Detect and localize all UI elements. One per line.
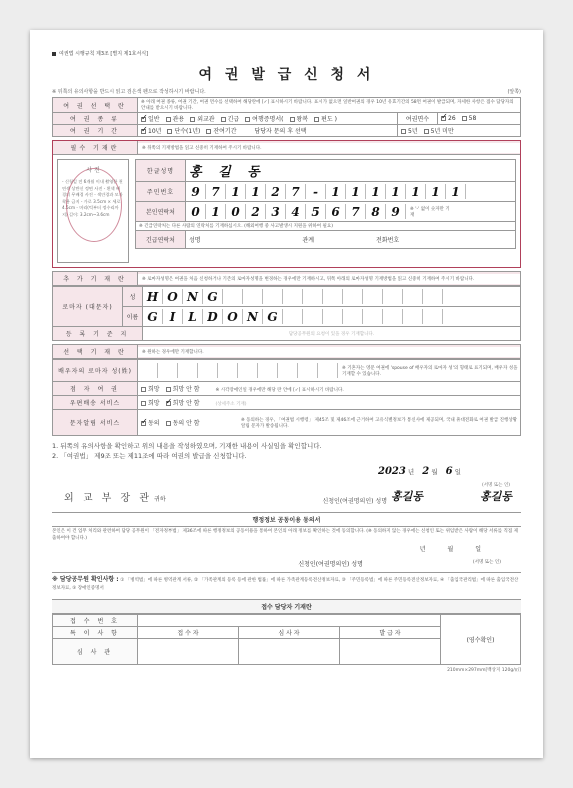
- reception-table: [52, 614, 521, 665]
- rrn-digit-cell: 1: [346, 184, 366, 199]
- form-caution-line: [52, 88, 521, 95]
- name-label: 한글성명: [136, 160, 186, 182]
- spouse-letter-cell: [278, 363, 298, 378]
- checkbox-icon[interactable]: [424, 129, 429, 134]
- passport-type-option[interactable]: [290, 116, 309, 123]
- passport-choice-label: 여 권 선 택 란: [53, 98, 138, 113]
- page-mark: (앞쪽): [507, 89, 521, 95]
- sms-field: [138, 410, 521, 436]
- rrn-digit-cell: 1: [446, 184, 466, 199]
- checkbox-icon[interactable]: [462, 116, 467, 121]
- signature: 홍길동: [480, 490, 512, 504]
- passport-type-option[interactable]: [166, 116, 185, 123]
- reception-row-examiner: 심 사 관: [53, 638, 138, 664]
- officer-label: ※ 담당공무원 확인사항 :: [52, 576, 119, 584]
- month-unit: 월: [431, 467, 438, 476]
- reception-row-remarks: 특 이 사 항: [53, 626, 138, 638]
- checkbox-icon[interactable]: [167, 129, 172, 134]
- emergency-relation-label: 관계: [302, 237, 315, 244]
- reception-number-field[interactable]: [138, 614, 441, 626]
- rrn-field[interactable]: [186, 182, 516, 202]
- rrn-digit-cell: 1: [326, 184, 346, 199]
- given-letter-cell: G: [143, 309, 163, 324]
- emergency-field[interactable]: [186, 231, 516, 249]
- braille-option[interactable]: [166, 386, 200, 393]
- surname-letter-cell: [263, 289, 283, 304]
- given-letter-cell: [283, 309, 303, 324]
- optional-label: 선 택 기 재 란: [53, 345, 138, 358]
- receipt-confirm[interactable]: (영수확인): [441, 614, 521, 664]
- passport-period-option[interactable]: [206, 128, 236, 135]
- rrn-digit-cell: 1: [386, 184, 406, 199]
- registry-label: 등 록 기 준 지: [53, 327, 143, 341]
- given-letter-cell: O: [223, 309, 243, 324]
- surname-letter-cell: [323, 289, 343, 304]
- passport-period-option[interactable]: [141, 128, 161, 135]
- checkbox-icon[interactable]: [245, 117, 250, 122]
- passport-pages-option-label: 58: [468, 115, 477, 122]
- given-letter-cell: N: [243, 309, 263, 324]
- emergency-label: 긴급연락처: [136, 231, 186, 249]
- photo-box[interactable]: [57, 159, 129, 263]
- checkbox-icon[interactable]: [141, 117, 146, 122]
- declaration-line-2: 2. 「여권법」 제9조 또는 제11조에 따라 여권의 발급을 신청합니다.: [52, 451, 247, 460]
- sms-note: ※ 동의하는 경우, 「여권법 시행령」 제45조 및 제46조에 근거하여 고유식별정보가 통신사에 제공되며, 국내 휴대전화로 여권 발급 진행상황 알림 문자가 발송됩니다.: [241, 417, 518, 429]
- delivery-option-label: 희망: [148, 400, 160, 407]
- form-rule-line: [52, 50, 521, 57]
- officer-checks: [52, 572, 521, 593]
- braille-option-label: 희망 안 함: [172, 386, 200, 393]
- spouse-letter-cell: [298, 363, 318, 378]
- given-letter-cell: G: [263, 309, 283, 324]
- spouse-field[interactable]: [138, 360, 521, 382]
- consent-signature-hint: (서명 또는 인): [472, 560, 501, 566]
- passport-pages-label: 여권면수: [398, 113, 438, 125]
- given-label: 이름: [123, 307, 143, 327]
- application-form: [30, 30, 543, 758]
- braille-field: [138, 382, 521, 396]
- surname-label: 성: [123, 287, 143, 307]
- consent-date: [52, 544, 521, 553]
- delivery-field: [138, 396, 521, 410]
- passport-pages-options: [438, 113, 521, 125]
- spouse-note: ※ 기혼자는 영문 여권에 'spouse of 배우자의 로마자 성'의 형태로 표기되며, 배우자 성을 기재할 수 있습니다.: [342, 365, 518, 377]
- passport-type-option-label: 관용: [172, 116, 185, 123]
- sms-option-label: 동의 안 함: [172, 420, 200, 427]
- passport-type-option-label: 여행증명서(: [252, 116, 284, 123]
- passport-type-option-label: 긴급: [227, 116, 240, 123]
- passport-type-label: 여 권 종 류: [53, 113, 138, 125]
- sms-option[interactable]: [141, 420, 160, 427]
- passport-type-option-label: 일반: [148, 116, 160, 123]
- additional-label: 추 가 기 재 란: [53, 272, 138, 285]
- surname-letter-cell: [303, 289, 323, 304]
- application-date: [52, 464, 521, 479]
- given-letter-cell: [343, 309, 363, 324]
- form-caution: ※ 뒤쪽의 유의사항을 반드시 읽고 검은색 펜으로 작성하시기 바랍니다.: [52, 89, 206, 95]
- phone-digit-cell: 0: [186, 204, 206, 219]
- delivery-option[interactable]: [166, 400, 200, 407]
- declaration-line-1: 1. 뒤쪽의 유의사항을 확인하고 위의 내용을 작성하였으며, 기재한 내용이 사실임을 확인합니다.: [52, 442, 322, 450]
- passport-type-option-label: 외교관: [197, 116, 215, 123]
- reviewer-field[interactable]: [239, 638, 340, 664]
- surname-letter-cell: [243, 289, 263, 304]
- given-letter-cell: [423, 309, 443, 324]
- registry-field[interactable]: 담당공무원의 요청이 있을 경우 기재합니다.: [143, 327, 521, 341]
- consent-title: 행정정보 공동이용 동의서: [52, 512, 521, 527]
- phone-digit-cell: 8: [366, 204, 386, 219]
- surname-letter-cell: [403, 289, 423, 304]
- phone-field[interactable]: [186, 202, 516, 222]
- phone-label: 본인연락처: [136, 202, 186, 222]
- spouse-letter-cell: [198, 363, 218, 378]
- officer-text: ① 「병역법」에 따른 병역관계 서류, ② 「가족관계의 등록 등에 관한 법률」에 따른 가족관계등록전산정보자료, ③ 「주민등록법」에 따른 주민등록전산정보자료, ④ 「출입국관리법」에 따른 출입국전산정보자료, ⑤ 장애인증명서: [52, 578, 519, 591]
- surname-letter-cell: O: [163, 289, 183, 304]
- staff-option[interactable]: [401, 128, 418, 135]
- passport-type-option[interactable]: [221, 116, 240, 123]
- surname-letter-cell: [383, 289, 403, 304]
- declaration: [52, 442, 521, 506]
- passport-choice-note: ※ 아래 여권 종류, 여권 기간, 여권 면수를 선택하여 해당란에 [✓] 표시하시기 바랍니다. 표시가 없으면 일반여권의 경우 10년 유효기간의 58면 여권이 발급되며, 자세한 사항은 접수 담당자의 안내를 받으시기 바랍니다.: [138, 98, 521, 113]
- rrn-digit-cell: 1: [426, 184, 446, 199]
- phone-digit-cell: 5: [306, 204, 326, 219]
- optional-note: ※ 원하는 경우에만 기재합니다.: [138, 347, 520, 357]
- braille-option[interactable]: [141, 386, 160, 393]
- date-day[interactable]: 6: [445, 465, 453, 477]
- consent-day-unit: 일: [475, 546, 481, 554]
- spouse-letter-cell: [178, 363, 198, 378]
- photo-title: 사 진: [86, 167, 100, 174]
- consent-name-field[interactable]: [363, 559, 473, 568]
- form-title: 여 권 발 급 신 청 서: [198, 67, 375, 83]
- given-letter-cell: I: [163, 309, 183, 324]
- required-fields-table: [135, 159, 516, 249]
- reception-col-issuer: 발 급 자: [340, 626, 441, 638]
- rrn-digit-cell: -: [306, 184, 326, 199]
- checkbox-icon[interactable]: [441, 116, 446, 121]
- phone-digit-cell: 7: [346, 204, 366, 219]
- reception-col-reviewer: 심 사 자: [239, 626, 340, 638]
- checkbox-icon[interactable]: [290, 117, 295, 122]
- surname-letter-cell: [423, 289, 443, 304]
- phone-digit-cell: 2: [246, 204, 266, 219]
- given-letter-cell: L: [183, 309, 203, 324]
- passport-type-option[interactable]: [245, 116, 283, 123]
- passport-selection-table: [52, 97, 521, 137]
- phone-digit-cell: 1: [206, 204, 226, 219]
- checkbox-icon[interactable]: [141, 387, 146, 392]
- phone-digit-cell: 4: [286, 204, 306, 219]
- passport-period-label: 여 권 기 간: [53, 125, 138, 137]
- given-field[interactable]: [143, 307, 521, 327]
- name-field[interactable]: 홍 길 동: [186, 160, 516, 182]
- signature-hint: (서명 또는 인): [481, 482, 511, 488]
- optional-header: [52, 344, 521, 359]
- passport-period-option[interactable]: [167, 128, 200, 135]
- checkbox-icon[interactable]: [141, 421, 146, 426]
- rrn-digit-cell: 1: [406, 184, 426, 199]
- surname-letter-cell: [283, 289, 303, 304]
- delivery-option[interactable]: [141, 400, 160, 407]
- spouse-letter-cell: [158, 363, 178, 378]
- date-month[interactable]: 2: [422, 465, 430, 477]
- square-bullet-icon: [52, 52, 56, 56]
- passport-period-option-label: 10년: [148, 128, 162, 135]
- phone-side-note: ※ '-' 없이 숫자만 기재: [410, 206, 450, 218]
- given-letter-cell: [403, 309, 423, 324]
- signature-box[interactable]: [471, 483, 521, 506]
- required-note: ※ 뒤쪽의 기재방법을 읽고 신중히 기재하여 주시기 바랍니다.: [138, 143, 520, 153]
- spouse-letter-cell: [258, 363, 278, 378]
- passport-type-option-label: 편도 ): [321, 116, 337, 123]
- optional-section: [52, 344, 521, 436]
- signature-row: [52, 483, 521, 506]
- passport-period-option-label: 잔여기간: [213, 128, 237, 135]
- phone-digit-cell: 0: [226, 204, 246, 219]
- consent-year-unit: 년: [419, 546, 426, 554]
- year-unit: 년: [407, 467, 415, 476]
- sms-option-label: 동의: [148, 420, 160, 427]
- given-letter-cell: [383, 309, 403, 324]
- staff-option-label: 5년: [408, 128, 418, 135]
- consent-signature-row: [52, 559, 521, 568]
- surname-letter-cell: N: [183, 289, 203, 304]
- checkbox-icon[interactable]: [166, 421, 171, 426]
- applicant-name[interactable]: 홍길동: [391, 490, 423, 504]
- surname-letter-cell: [223, 289, 243, 304]
- passport-pages-option[interactable]: [462, 115, 477, 122]
- date-year[interactable]: 2023: [377, 465, 406, 477]
- required-body: [53, 155, 520, 267]
- required-section: [52, 140, 521, 268]
- given-letter-cell: [323, 309, 343, 324]
- rrn-digit-cell: 1: [246, 184, 266, 199]
- surname-letter-cell: H: [143, 289, 163, 304]
- paper-size-note: 210mm×297mm[백상지 120g/㎡]: [447, 667, 521, 673]
- reception-col-receiver: 접 수 자: [138, 626, 239, 638]
- rrn-digit-cell: 1: [366, 184, 386, 199]
- rrn-digit-cell: 9: [186, 184, 206, 199]
- checkbox-icon[interactable]: [314, 117, 319, 122]
- checkbox-icon[interactable]: [166, 117, 171, 122]
- form-rule-text: 여권법 시행규칙 제3조 [별지 제1호서식]: [59, 51, 149, 57]
- photo-guide: - 신청일 전 6개월 이내 촬영한 천연색 상반신 정면 사진 - 흰색 배경의 무배경 사진 - 색안경과 모자 착용 금지 - 가로 3.5cm × 세로 4.5cm - 머리(턱부터 정수리까지) 길이: 3.2cm~3.6cm: [62, 179, 123, 217]
- reception-title: 접수 담당자 기재란: [52, 599, 521, 614]
- passport-pages-option[interactable]: [441, 115, 456, 122]
- sms-option[interactable]: [166, 420, 200, 427]
- passport-period-option-label: 단수(1년): [174, 128, 201, 135]
- additional-section: [52, 271, 521, 341]
- surname-field[interactable]: [143, 287, 521, 307]
- braille-note: ※ 시각장애인일 경우에만 해당 란 안에 [✓] 표시하시기 바랍니다.: [215, 388, 344, 393]
- emergency-note: ※ 긴급연락처는 다른 사람의 연락처를 기재하십시오. (해외여행 중 사고발생시 지원을 위하여 필요): [136, 222, 516, 231]
- braille-option-label: 희망: [148, 386, 160, 393]
- recipient-suffix: 귀하: [154, 495, 166, 503]
- passport-type-options: [138, 113, 398, 125]
- passport-type-option[interactable]: [314, 116, 337, 123]
- staff-option[interactable]: [424, 128, 454, 135]
- phone-digit-cell: 9: [386, 204, 406, 219]
- given-letter-cell: D: [203, 309, 223, 324]
- applicant-signature-block: [322, 483, 521, 506]
- rrn-digit-cell: 7: [286, 184, 306, 199]
- required-fields: [135, 159, 516, 263]
- spouse-label: 배우자의 로마자 성(姓): [53, 360, 138, 382]
- rrn-digit-cell: 7: [206, 184, 226, 199]
- required-header: [53, 141, 520, 155]
- surname-letter-cell: [343, 289, 363, 304]
- checkbox-icon[interactable]: [206, 129, 211, 134]
- given-letter-cell: [303, 309, 323, 324]
- rrn-digit-cell: 1: [226, 184, 246, 199]
- staff-option-label: 5년 미만: [430, 128, 454, 135]
- spouse-letter-cell: [138, 363, 158, 378]
- applicant-label: 신청인(여권명의인) 성명: [322, 497, 387, 505]
- reception-row-number: 접 수 번 호: [53, 614, 138, 626]
- consent-text: 본인은 이 건 업무 처리와 관련하여 담당 공무원이 「전자정부법」 제36조에 따른 행정정보의 공동이용을 통하여 본인의 아래 정보를 확인하는 것에 동의합니다. (※ 동의하지 않는 경우에는 신청인 또는 위임받은 사람이 해당 서류를 직접 제출하여야 합니다.): [52, 528, 518, 541]
- sms-label: 문자알림 서비스: [53, 410, 138, 436]
- required-label: 필수 기재란: [53, 141, 138, 154]
- roman-label: 로마자 (대문자): [53, 287, 123, 327]
- additional-note: ※ 로마자성명은 여권을 처음 신청하거나 기존의 로마자성명을 변경하는 경우에만 기재하시고, 뒤쪽 아래의 로마자성명 기재방법을 읽고 신중히 기재하여 주시기 바랍니다.: [138, 274, 520, 284]
- delivery-note[interactable]: (상세주소 기재): [215, 402, 247, 407]
- checkbox-icon[interactable]: [166, 401, 171, 406]
- day-unit: 일: [454, 467, 461, 476]
- passport-type-option-label: 왕복: [296, 116, 309, 123]
- rrn-digit-cell: 2: [266, 184, 286, 199]
- emergency-phone-label: 전화번호: [376, 237, 400, 244]
- issuer-field[interactable]: [340, 638, 441, 664]
- recipient-name: 외 교 부 장 관: [64, 492, 153, 504]
- checkbox-icon[interactable]: [221, 117, 226, 122]
- passport-pages-option-label: 26: [448, 115, 456, 122]
- passport-type-option[interactable]: [190, 116, 214, 123]
- checkbox-icon[interactable]: [401, 129, 406, 134]
- checkbox-icon[interactable]: [141, 401, 146, 406]
- receiver-field[interactable]: [138, 638, 239, 664]
- delivery-label: 우편배송 서비스: [53, 396, 138, 410]
- spouse-letter-cell: [318, 363, 338, 378]
- spouse-letter-cell: [218, 363, 238, 378]
- additional-table: [52, 286, 521, 341]
- emergency-name-label: 성명: [189, 237, 201, 244]
- checkbox-icon[interactable]: [166, 387, 171, 392]
- delivery-option-label: 희망 안 함: [172, 400, 200, 407]
- staff-inquiry-label: 담당자 문의 후 선택: [254, 128, 307, 135]
- spouse-letter-cell: [238, 363, 258, 378]
- given-letter-cell: [363, 309, 383, 324]
- rrn-label: 주민번호: [136, 182, 186, 202]
- consent-month-unit: 월: [447, 546, 454, 554]
- passport-type-option[interactable]: [141, 116, 160, 123]
- phone-digit-cell: 6: [326, 204, 346, 219]
- consent-applicant-label: 신청인(여권명의인) 성명: [298, 561, 363, 569]
- braille-label: 점 자 여 권: [53, 382, 138, 396]
- staff-options: [398, 125, 521, 137]
- recipient: [52, 491, 166, 506]
- surname-letter-cell: [363, 289, 383, 304]
- surname-letter-cell: G: [203, 289, 223, 304]
- optional-table: [52, 359, 521, 436]
- additional-header: [52, 271, 521, 286]
- checkbox-icon[interactable]: [141, 129, 146, 134]
- photo-stamp-circle: [66, 168, 122, 242]
- checkbox-icon[interactable]: [190, 117, 195, 122]
- phone-digit-cell: 3: [266, 204, 286, 219]
- passport-period-options: [138, 125, 398, 137]
